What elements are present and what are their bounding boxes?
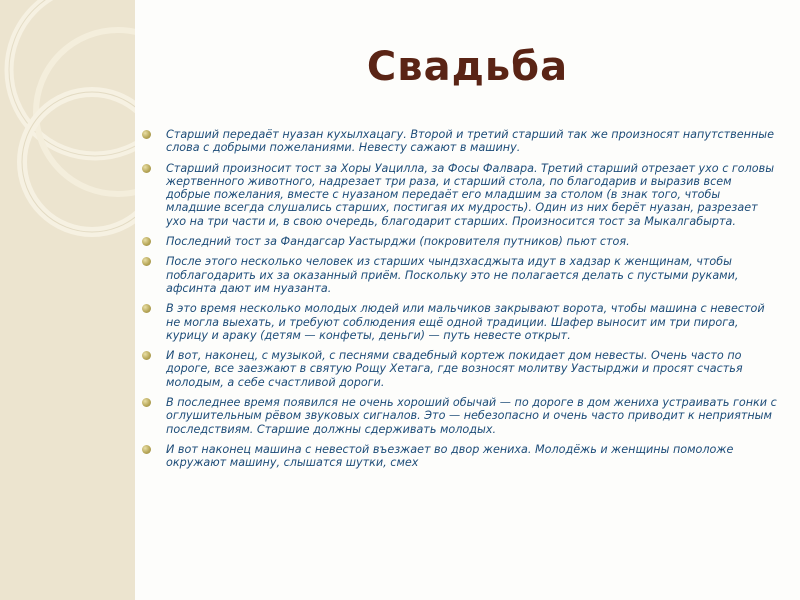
bullet-list [142, 128, 778, 477]
bullet-item-2 [142, 162, 778, 228]
decorative-rings-icon [0, 0, 135, 600]
bullet-icon [142, 351, 151, 360]
bullet-item-5 [142, 302, 778, 342]
bullet-item-1 [142, 128, 778, 155]
bullet-item-4 [142, 255, 778, 295]
bullet-icon [142, 130, 151, 139]
bullet-icon [142, 445, 151, 454]
bullet-item-3 [142, 235, 778, 248]
bullet-text: В последнее время появился не очень хороший обычай — по дороге в дом жениха устраивать гонки с оглушительным рёвом звуковых сигналов. Это — небезопасно и очень часто приводит к неприятным последствиям. Старшие должны сдерживать молодых. [166, 396, 777, 436]
bullet-item-7 [142, 396, 778, 436]
bullet-text: После этого несколько человек из старших чындзхасджыта идут в хадзар к женщинам, чтобы поблагодарить их за оказанный приём. Поскольку это не полагается делать с пустыми руками, афсинта дают им нуазанта. [166, 255, 739, 295]
bullet-text: И вот, наконец, с музыкой, с песнями свадебный кортеж покидает дом невесты. Очень часто по дороге, все заезжают в святую Рощу Хетага, где возносят молитву Уастырджи и просят счастья молодым, а себе счастливой дороги. [166, 349, 743, 389]
bullet-icon [142, 237, 151, 246]
bullet-text: В это время несколько молодых людей или мальчиков закрывают ворота, чтобы машина с невестой не могла выехать, и требуют соблюдения ещё одной традиции. Шафер выносит им три пирога, курицу и араку (детям — конфеты, деньги) — путь невесте открыт. [166, 302, 765, 342]
bullet-icon [142, 304, 151, 313]
bullet-icon [142, 257, 151, 266]
bullet-text: Последний тост за Фандагсар Уастырджи (покровителя путников) пьют стоя. [166, 235, 630, 249]
decorative-sidebar [0, 0, 135, 600]
slide-title: Свадьба [366, 44, 569, 90]
bullet-text: Старший передаёт нуазан кухылхацагу. Второй и третий старший так же произносят напутственные слова с добрыми пожеланиями. Невесту сажают в машину. [166, 128, 774, 155]
bullet-text: И вот наконец машина с невестой въезжает во двор жениха. Молодёжь и женщины помоложе окружают машину, слышатся шутки, смех [166, 442, 734, 470]
bullet-icon [142, 398, 151, 407]
bullet-item-8 [142, 443, 778, 470]
bullet-item-6 [142, 349, 778, 389]
bullet-text: Старший произносит тост за Хоры Уацилла, за Фосы Фалвара. Третий старший отрезает ухо с головы жертвенного животного, надрезает три раза, и старший стола, по благодарив и выразив всем добрые пожелания, вместе с нуазаном передаёт его младшим за столом (в знак того, чтобы младшие всегда слушались старших, постигая их мудрость). Один из них берёт нуазан, разрезает ухо на три части и, в свою очередь, благодарит старших. Произносится тост за Мыкалгабырта. [166, 161, 775, 228]
bullet-icon [142, 164, 151, 173]
